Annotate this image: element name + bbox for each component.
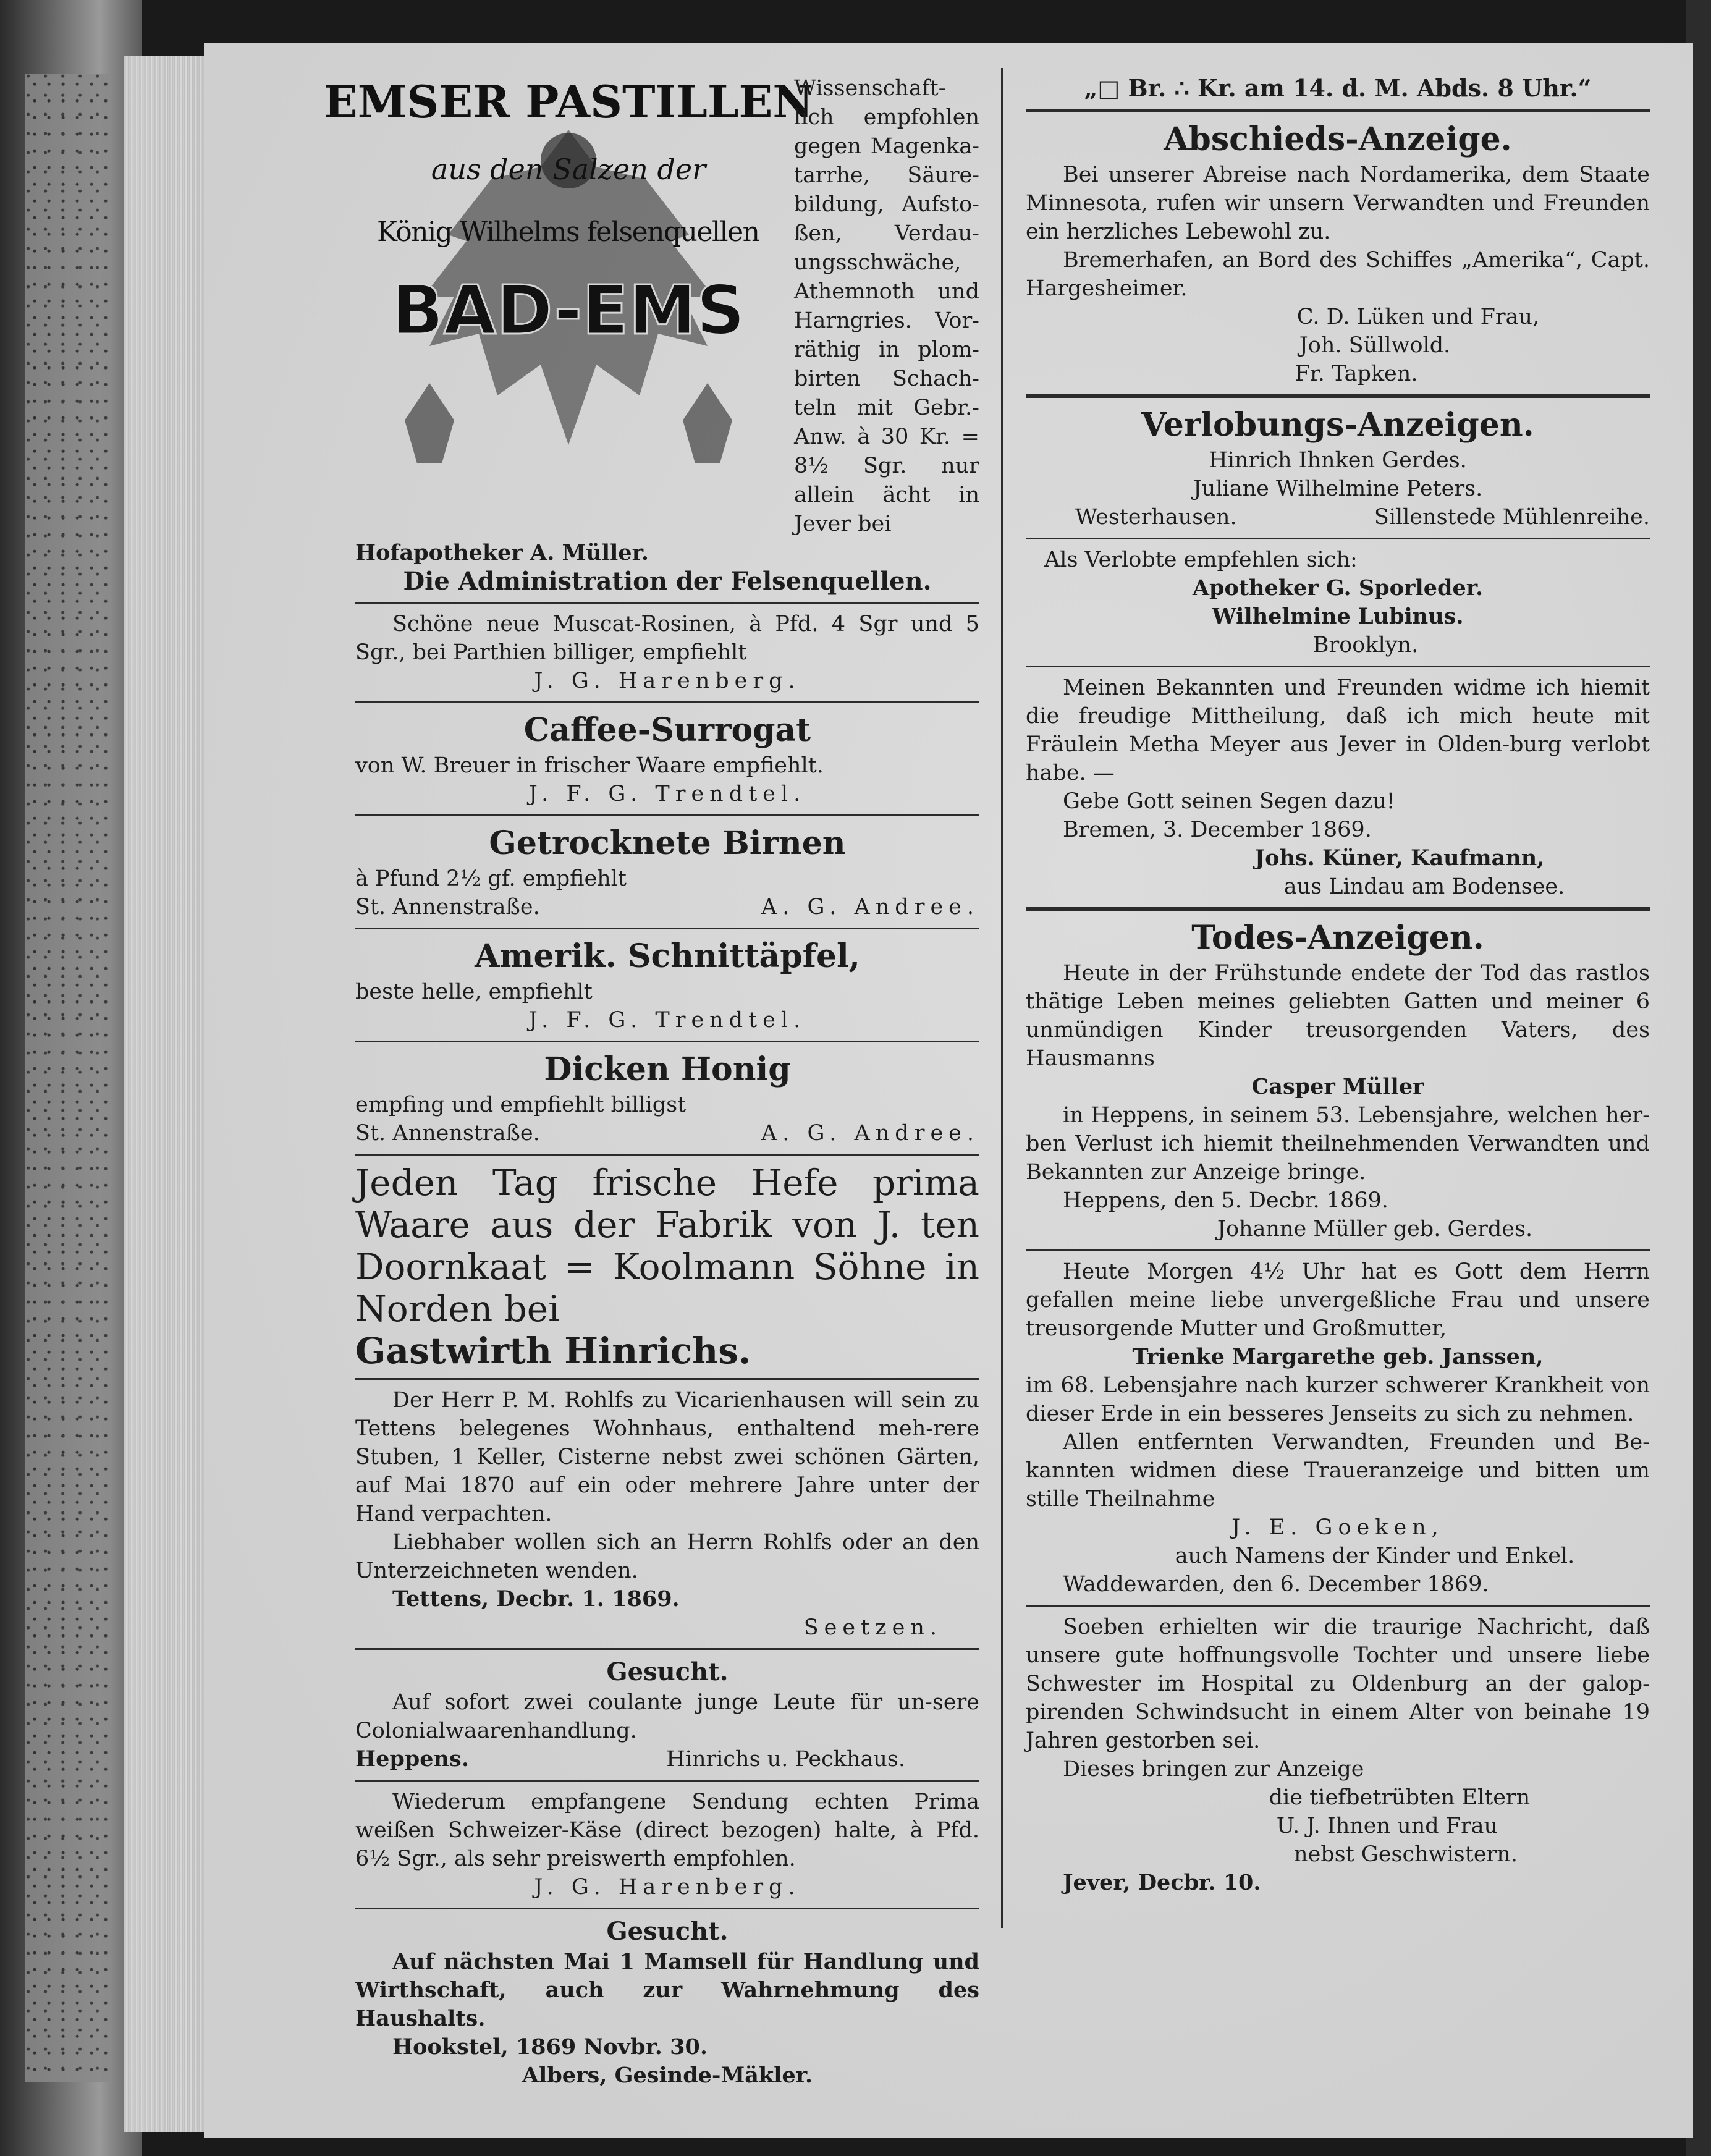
birnen-title: Getrocknete Birnen (489, 824, 846, 862)
birnen-footer (355, 893, 979, 921)
verlobung-place1: Westerhausen. (1075, 505, 1237, 530)
hefe-signer: Gastwirth Hinrichs. (355, 1330, 751, 1372)
divider (1026, 666, 1650, 667)
verlobung-place2: Sillenstede Mühlenreihe. (1374, 505, 1650, 530)
verlobung-intro: Als Verlobte empfehlen sich: (1044, 547, 1358, 572)
todes-name2: Trienke Margarethe geb. Janssen, (1132, 1344, 1544, 1369)
divider (1026, 907, 1650, 911)
divider (355, 1378, 979, 1380)
divider (1026, 394, 1650, 398)
apfel-signer: J. F. G. Trendtel. (528, 1008, 806, 1033)
logo-line2: aus den Salzen der (431, 153, 706, 186)
apfel-title: Amerik. Schnittäpfel, (475, 937, 860, 975)
divider (355, 1041, 979, 1042)
gesucht2-text: Auf nächsten Mai 1 Mamsell für Handlung und Wirthschaft, auch zur Wahrnehmung des Haushalts. (355, 1949, 979, 2031)
rohlfs-text1: Der Herr P. M. Rohlfs zu Vicarienhausen will sein zu Tettens belegenes Wohnhaus, enthaltend meh-rere Stuben, 1 Keller, Cisterne nebst zwei schönen Gärten, auf Mai 1870 auf ein oder mehrere Jahre unter der Hand verpachten. (355, 1388, 979, 1526)
right-column (1026, 74, 1650, 1897)
abschied-text2: Bremerhafen, an Bord des Schiffes „Amerika“, Capt. Hargesheimer. (1026, 248, 1650, 301)
verlobung-name3: Apotheker G. Sporleder. (1192, 575, 1484, 601)
divider (355, 1780, 979, 1782)
verlobung-name2: Juliane Wilhelmine Peters. (1193, 476, 1483, 501)
todes-text2: in Heppens, in seinem 53. Lebensjahre, welchen her-ben Verlust ich hiemit theilnehmenden Verwandten und Bekannten zur Anzeige bringe. (1026, 1103, 1650, 1185)
birnen-text: à Pfund 2½ gf. empfiehlt (355, 866, 627, 891)
verlobung-signer2: aus Lindau am Bodensee. (1283, 874, 1565, 899)
divider (1026, 1249, 1650, 1251)
gesucht1-footer (355, 1745, 979, 1773)
divider (1026, 1605, 1650, 1607)
todes-signer2: J. E. Goeken, (1231, 1515, 1444, 1540)
divider (355, 1154, 979, 1156)
eagle-logo-icon (323, 74, 814, 507)
caffee-title: Caffee-Surrogat (523, 711, 811, 749)
page-edges (124, 56, 216, 2132)
todes-date2: Waddewarden, den 6. December 1869. (1063, 1572, 1489, 1597)
abschied-sig2: Joh. Süllwold. (1299, 333, 1451, 358)
divider (355, 1908, 979, 1909)
todes-text5: Allen entfernten Verwandten, Freunden und Be-kannten widmen diese Traueranzeige und bitten um stille Theilnahme (1026, 1430, 1650, 1511)
verlobung-place3: Brooklyn. (1312, 633, 1419, 657)
caffee-signer: J. F. G. Trendtel. (528, 782, 806, 806)
todes-text3: Heute Morgen 4½ Uhr hat es Gott dem Herrn gefallen meine liebe unvergeßliche Frau und unsere treusorgende Mutter und Großmutter, (1026, 1259, 1650, 1341)
divider (355, 701, 979, 703)
gesucht1-signer: Hinrichs u. Peckhaus. (666, 1747, 905, 1772)
rohlfs-date: Tettens, Decbr. 1. 1869. (392, 1586, 680, 1612)
todes-signer2b: auch Namens der Kinder und Enkel. (1175, 1544, 1575, 1568)
logo-line4: BAD-EMS (392, 271, 745, 350)
todes-text4: im 68. Lebensjahre nach kurzer schwerer Krankheit von dieser Erde in ein besseres Jenseits zu sich zu nehmen. (1026, 1373, 1650, 1426)
marbled-cover (25, 74, 111, 2082)
emser-apotheker: Hofapotheker A. Müller. (355, 540, 649, 565)
todes-text6: Soeben erhielten wir die traurige Nachricht, daß unsere gute hoffnungsvolle Tochter und unsere liebe Schwester im Hospital zu Oldenburg an der galop-pirenden Schwindsucht in einem Alter von beinahe 19 Jahren gestorben sei. (1026, 1615, 1650, 1753)
kaese-signer: J. G. Harenberg. (534, 1875, 801, 1900)
left-column (323, 74, 979, 2090)
divider (1026, 538, 1650, 539)
todes-text1: Heute in der Frühstunde endete der Tod das rastlos thätige Leben meines geliebten Gatten und meiner 6 unmündigen Kinder treusorgenden Vaters, des Hausmanns (1026, 961, 1650, 1071)
gesucht2-signer: Albers, Gesinde-Mäkler. (522, 2063, 813, 2088)
todes-text7: Dieses bringen zur Anzeige (1063, 1757, 1364, 1782)
logo-line3: König Wilhelms felsenquellen (377, 216, 760, 248)
honig-text: empfing und empfiehlt billigst (355, 1093, 687, 1117)
gesucht2-date: Hookstel, 1869 Novbr. 30. (392, 2034, 708, 2060)
birnen-place: St. Annenstraße. (355, 895, 540, 919)
honig-footer (355, 1119, 979, 1148)
rosinen-signer: J. G. Harenberg. (534, 669, 801, 693)
todes-signer1: Johanne Müller geb. Gerdes. (1217, 1217, 1533, 1241)
gesucht1-text: Auf sofort zwei coulante junge Leute für un-sere Colonialwaarenhandlung. (355, 1690, 979, 1743)
honig-signer: A. G. Andree. (761, 1121, 979, 1146)
caffee-text: von W. Breuer in frischer Waare empfiehlt. (355, 753, 824, 778)
hefe-text: Jeden Tag frische Hefe prima Waare aus der Fabrik von J. ten Doornkaat = Koolmann Söhne in Norden bei (355, 1162, 979, 1330)
todes-title: Todes-Anzeigen. (1191, 919, 1484, 957)
emser-text: Wissenschaft-lich empfohlen gegen Magenka-tarrhe, Säure-bildung, Aufsto-ßen, Verdau-ungsschwäche, Athemnoth und Harngries. Vor-räthig in plom-birten Schach-teln mit Gebr.-Anw. à 30 Kr. = 8½ Sgr. nur allein ächt in Jever bei (794, 76, 979, 536)
rohlfs-text2: Liebhaber wollen sich an Herrn Rohlfs oder an den Unterzeichneten wenden. (355, 1530, 979, 1583)
abschied-sig1: C. D. Lüken und Frau, (1296, 305, 1540, 329)
kaese-text: Wiederum empfangene Sendung echten Prima weißen Schweizer-Käse (direct bezogen) halte, à Pfd. 6½ Sgr., als sehr preiswerth empfohlen. (355, 1790, 979, 1871)
todes-name1: Casper Müller (1251, 1074, 1424, 1099)
rosinen-text: Schöne neue Muscat-Rosinen, à Pfd. 4 Sgr und 5 Sgr., bei Parthien billiger, empfiehlt (355, 612, 979, 665)
apfel-text: beste helle, empfiehlt (355, 979, 593, 1004)
todes-signer3b: U. J. Ihnen und Frau (1276, 1814, 1498, 1838)
todes-date1: Heppens, den 5. Decbr. 1869. (1063, 1188, 1388, 1213)
divider (355, 814, 979, 816)
verlobung-date: Bremen, 3. December 1869. (1063, 818, 1372, 842)
divider (1026, 109, 1650, 112)
todes-signer3a: die tiefbetrübten Eltern (1269, 1785, 1531, 1810)
logo-line1: EMSER PASTILLEN (323, 75, 814, 128)
divider (355, 602, 979, 604)
rohlfs-signer: Seetzen. (803, 1615, 942, 1640)
emser-ad (323, 74, 979, 539)
abschied-title: Abschieds-Anzeige. (1164, 120, 1512, 158)
abschied-sig3: Fr. Tapken. (1295, 361, 1418, 386)
verlobung-places (1026, 503, 1650, 531)
book-spine (0, 0, 142, 2156)
todes-date3: Jever, Decbr. 10. (1063, 1870, 1261, 1895)
verlobung-name1: Hinrich Ihnken Gerdes. (1209, 448, 1467, 473)
verlobung-text: Meinen Bekannten und Freunden widme ich hiemit die freudige Mittheilung, daß ich mich heute mit Fräulein Metha Meyer aus Jever in Olden-burg verlobt habe. — (1026, 675, 1650, 785)
verlobung-signer: Johs. Küner, Kaufmann, (1254, 845, 1545, 871)
verlobung-title: Verlobungs-Anzeigen. (1141, 406, 1534, 444)
emser-admin: Die Administration der Felsenquellen. (403, 567, 932, 596)
gesucht1-title: Gesucht. (606, 1657, 729, 1686)
verlobung-blessing: Gebe Gott seinen Segen dazu! (1063, 789, 1395, 814)
gesucht1-place: Heppens. (355, 1746, 469, 1772)
todes-signer3c: nebst Geschwistern. (1294, 1842, 1518, 1867)
abschied-text1: Bei unserer Abreise nach Nordamerika, dem Staate Minnesota, rufen wir unsern Verwandten und Freunden ein herzliches Lebewohl zu. (1026, 163, 1650, 244)
divider (355, 1648, 979, 1650)
column-divider (1001, 68, 1003, 1928)
divider (355, 928, 979, 929)
gesucht2-title: Gesucht. (606, 1917, 729, 1946)
birnen-signer: A. G. Andree. (761, 895, 979, 919)
loge-notice: „□ Br. ∴ Kr. am 14. d. M. Abds. 8 Uhr.“ (1084, 74, 1592, 102)
honig-title: Dicken Honig (544, 1051, 791, 1088)
honig-place: St. Annenstraße. (355, 1121, 540, 1146)
verlobung-name4: Wilhelmine Lubinus. (1212, 604, 1464, 629)
